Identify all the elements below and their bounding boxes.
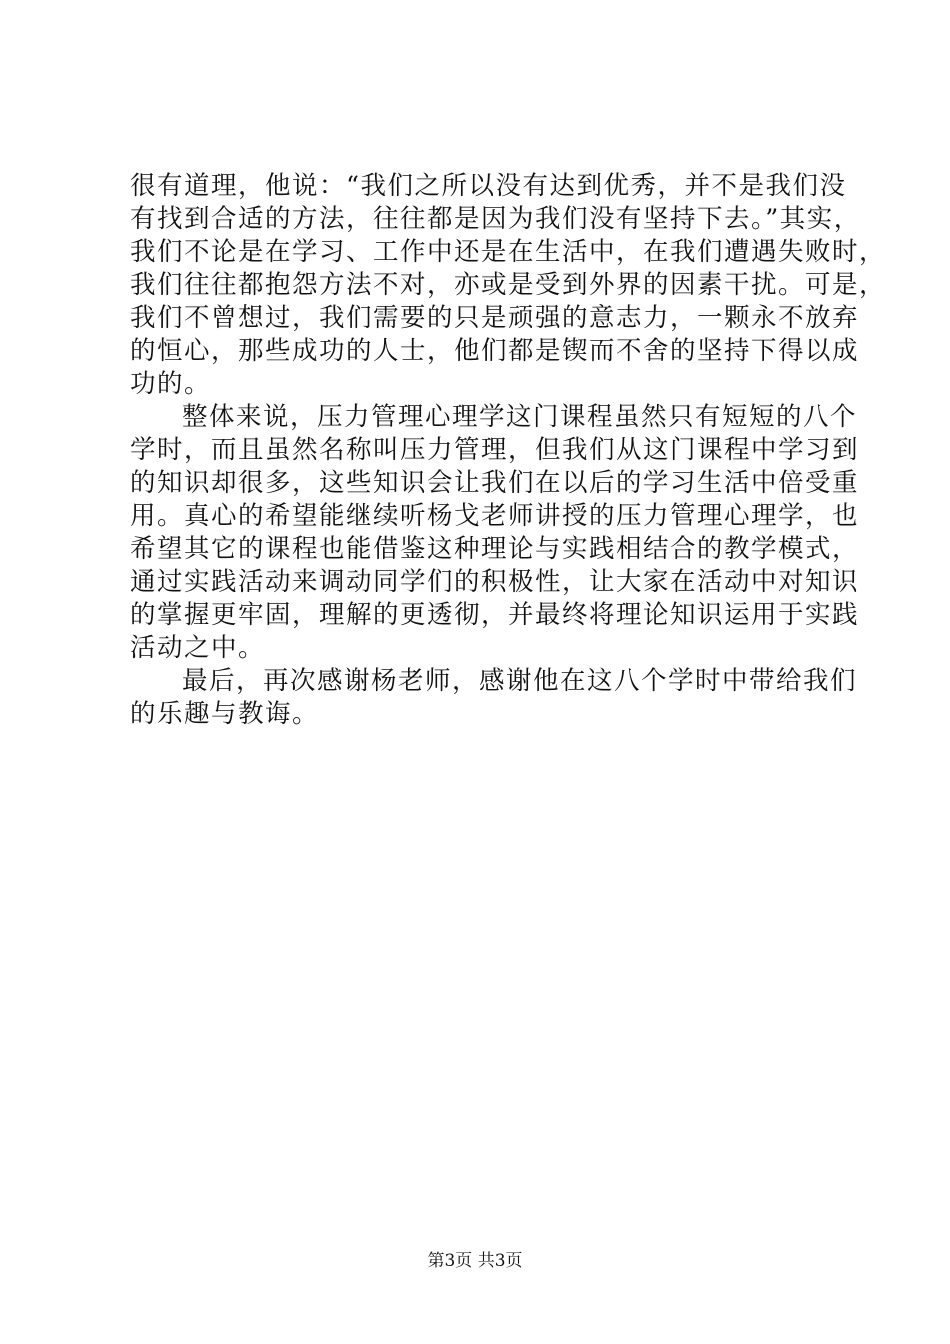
text-line: 希望其它的课程也能借鉴这种理论与实践相结合的教学模式，: [130, 534, 860, 564]
text-line: 我们往往都抱怨方法不对，亦或是受到外界的因素干扰。可是，: [130, 270, 887, 300]
text-line: 我们不论是在学习、工作中还是在生活中，在我们遭遇失败时，: [130, 237, 887, 267]
text-line: 功的。: [130, 369, 212, 399]
text-line: 我们不曾想过，我们需要的只是顽强的意志力，一颗永不放弃: [130, 303, 860, 333]
text-line: 的掌握更牢固，理解的更透彻，并最终将理论知识运用于实践: [130, 600, 860, 630]
text-line: 很有道理，他说：“我们之所以没有达到优秀，并不是我们没: [130, 171, 847, 201]
text-line: 的乐趣与教诲。: [130, 699, 320, 729]
page-number-footer: 第3页 共3页: [427, 1251, 523, 1271]
text-line: 的知识却很多，这些知识会让我们在以后的学习生活中倍受重: [130, 468, 860, 498]
text-line: 有找到合适的方法，往往都是因为我们没有坚持下去。”其实，: [130, 204, 861, 234]
body-text: [130, 170, 887, 731]
text-line: 用。真心的希望能继续听杨戈老师讲授的压力管理心理学，也: [130, 501, 860, 531]
text-line: 的恒心，那些成功的人士，他们都是锲而不舍的坚持下得以成: [130, 336, 860, 366]
text-line: 学时，而且虽然名称叫压力管理，但我们从这门课程中学习到: [130, 435, 860, 465]
text-line: 通过实践活动来调动同学们的积极性，让大家在活动中对知识: [130, 567, 860, 597]
paragraph-start-line: 整体来说，压力管理心理学这门课程虽然只有短短的八个: [182, 402, 858, 432]
text-line: 活动之中。: [130, 633, 266, 663]
paragraph-start-line: 最后，再次感谢杨老师，感谢他在这八个学时中带给我们: [182, 666, 858, 696]
